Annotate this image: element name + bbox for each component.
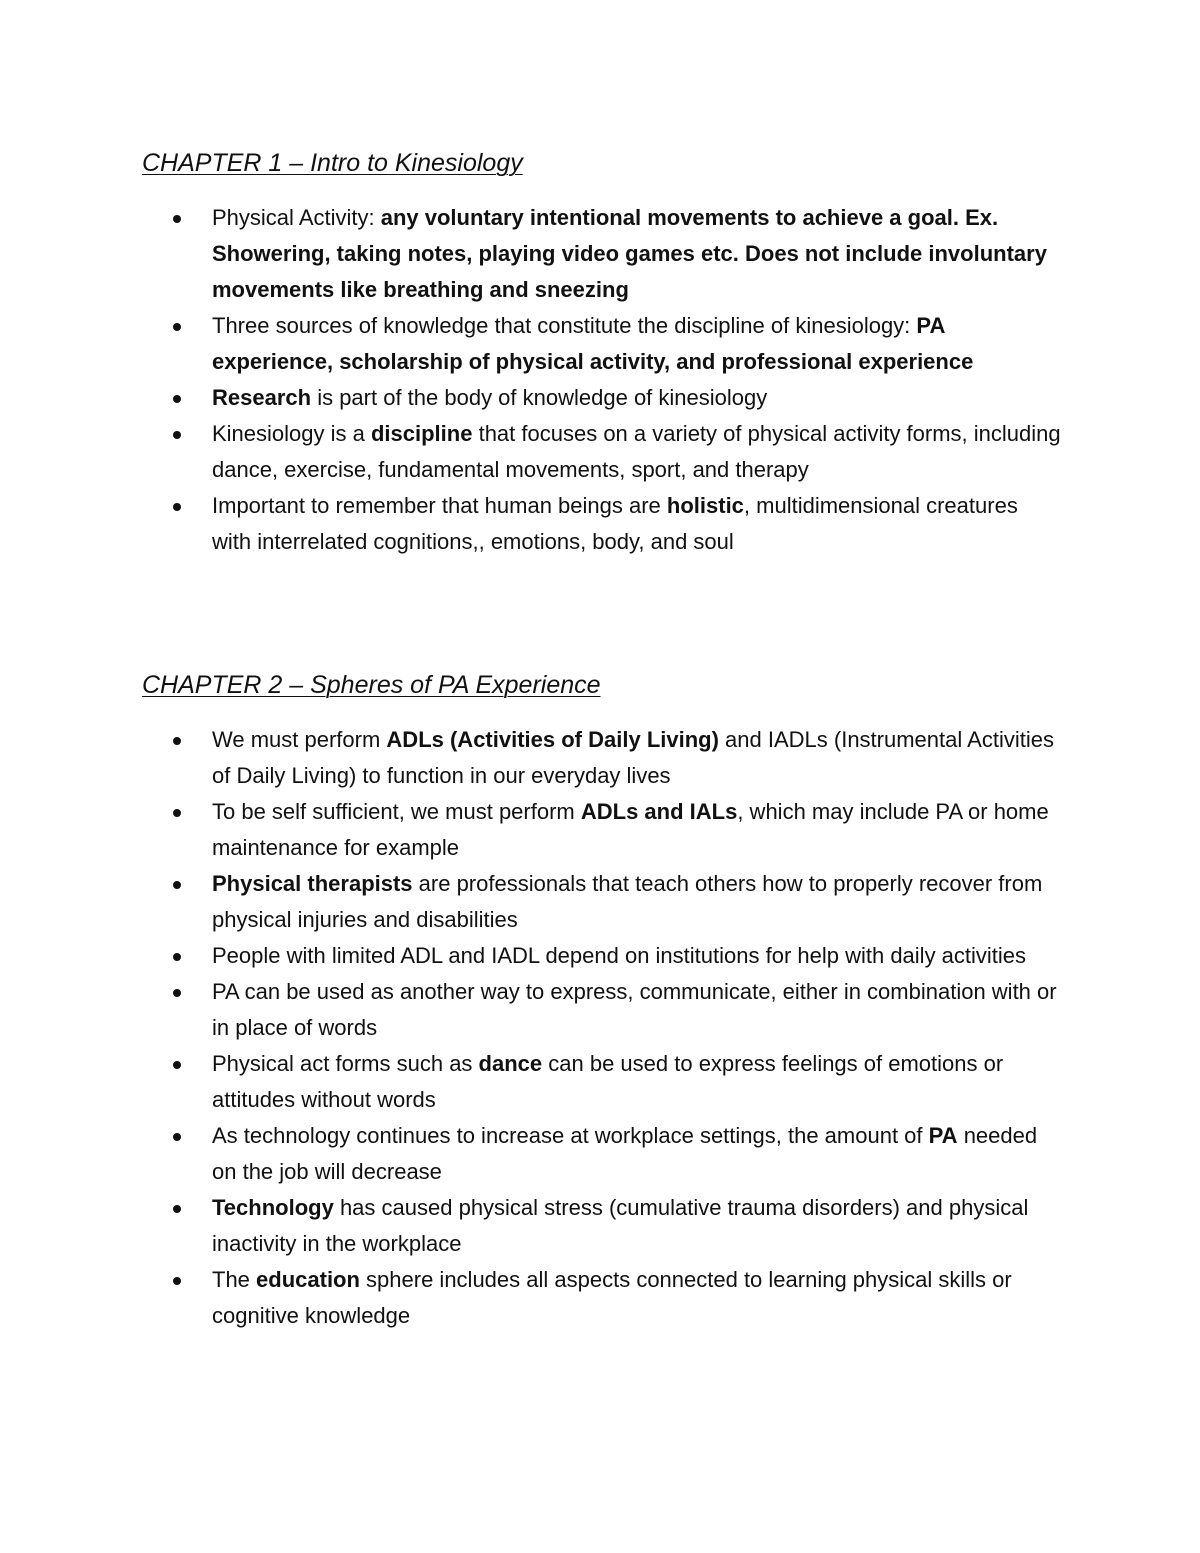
bullet-dot-icon xyxy=(173,1277,181,1285)
text-segment: , which may include PA or home maintenance for example xyxy=(212,799,1049,860)
text-segment: People with limited ADL and IADL depend on institutions for help with daily activities xyxy=(212,943,1027,968)
text-segment: sphere includes all aspects connected to learning physical skills or cognitive knowledge xyxy=(212,1267,1012,1328)
text-segment: Three sources of knowledge that constitute the discipline of kinesiology: xyxy=(212,313,917,338)
text-segment: We must perform xyxy=(212,727,387,752)
list-item xyxy=(142,1046,1062,1118)
list-item xyxy=(142,308,1062,380)
bold-text: ADLs (Activities of Daily Living) xyxy=(386,727,719,752)
bullet-dot-icon xyxy=(173,215,181,223)
list-item xyxy=(142,974,1062,1046)
chapter-2-bullet-list xyxy=(142,722,1062,1334)
text-segment: Physical act forms such as xyxy=(212,1051,479,1076)
text-segment: needed on the job will decrease xyxy=(212,1123,1038,1184)
bold-text: Technology xyxy=(212,1195,334,1220)
bullet-dot-icon xyxy=(173,395,181,403)
text-segment: To be self sufficient, we must perform xyxy=(212,799,581,824)
bullet-dot-icon xyxy=(173,881,181,889)
text-segment: can be used to express feelings of emotions or attitudes without words xyxy=(212,1051,1004,1112)
bullet-dot-icon xyxy=(173,953,181,961)
text-segment: that focuses on a variety of physical activity forms, including dance, exercise, fundamental movements, sport, and therapy xyxy=(212,421,1061,482)
bullet-dot-icon xyxy=(173,1061,181,1069)
bullet-dot-icon xyxy=(173,431,181,439)
bold-text: discipline xyxy=(370,421,473,446)
text-segment: PA can be used as another way to express, communicate, either in combination with or in place of words xyxy=(212,979,1057,1040)
bold-text: Research xyxy=(212,385,312,410)
list-item xyxy=(142,1118,1062,1190)
bold-text: Physical therapists xyxy=(212,871,413,896)
text-segment: and IADLs (Instrumental Activities of Daily Living) to function in our everyday lives xyxy=(212,727,1054,788)
chapter-2-title: CHAPTER 2 – Spheres of PA Experience xyxy=(142,671,601,699)
bold-text: PA experience, scholarship of physical activity, and professional experience xyxy=(212,313,974,374)
bold-text: dance xyxy=(478,1051,543,1076)
list-item xyxy=(142,722,1062,794)
bullet-dot-icon xyxy=(173,323,181,331)
text-segment: The xyxy=(212,1267,257,1292)
text-segment: Kinesiology is a xyxy=(212,421,371,446)
bold-text: education xyxy=(256,1267,360,1292)
text-segment: Physical Activity: xyxy=(212,205,381,230)
bold-text: holistic xyxy=(666,493,744,518)
bullet-dot-icon xyxy=(173,809,181,817)
bullet-dot-icon xyxy=(173,989,181,997)
text-segment: Important to remember that human beings are xyxy=(212,493,667,518)
chapter-2-section xyxy=(142,668,1062,1334)
list-item xyxy=(142,380,1062,416)
bullet-dot-icon xyxy=(173,737,181,745)
list-item xyxy=(142,416,1062,488)
list-item xyxy=(142,1190,1062,1262)
list-item xyxy=(142,488,1062,560)
bold-text: PA xyxy=(928,1123,958,1148)
chapter-1-title: CHAPTER 1 – Intro to Kinesiology xyxy=(142,149,523,177)
text-segment: , multidimensional creatures with interrelated cognitions,, emotions, body, and soul xyxy=(212,493,1018,554)
text-segment: has caused physical stress (cumulative trauma disorders) and physical inactivity in the workplace xyxy=(212,1195,1029,1256)
chapter-1-section xyxy=(142,146,1062,560)
bold-text: any voluntary intentional movements to achieve a goal. Ex. Showering, taking notes, playing video games etc. Does not include involuntary movements like breathing and sneezing xyxy=(212,205,1047,302)
bold-text: ADLs and IALs xyxy=(580,799,738,824)
text-segment: As technology continues to increase at workplace settings, the amount of xyxy=(212,1123,929,1148)
text-segment: is part of the body of knowledge of kinesiology xyxy=(311,385,768,410)
list-item xyxy=(142,1262,1062,1334)
list-item xyxy=(142,866,1062,938)
chapter-1-bullet-list xyxy=(142,200,1062,560)
bullet-dot-icon xyxy=(173,1133,181,1141)
list-item xyxy=(142,938,1062,974)
text-segment: are professionals that teach others how to properly recover from physical injuries and disabilities xyxy=(212,871,1043,932)
bullet-dot-icon xyxy=(173,503,181,511)
list-item xyxy=(142,200,1062,308)
list-item xyxy=(142,794,1062,866)
bullet-dot-icon xyxy=(173,1205,181,1213)
